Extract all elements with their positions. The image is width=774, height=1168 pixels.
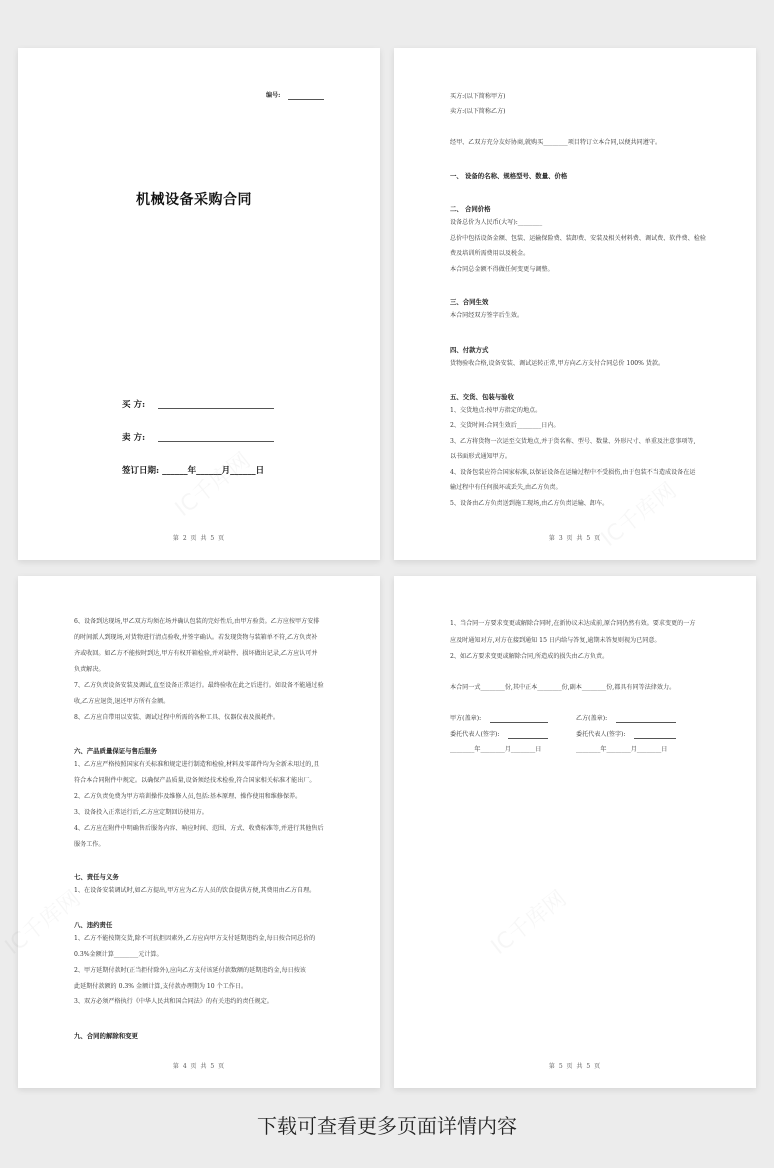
section-heading: 七、责任与义务 [74,873,119,881]
document-page-terms-1 [394,48,756,560]
party-b-representative-line [634,738,676,739]
party-a-seal-label: 甲方(盖章): [450,715,482,722]
paragraph-line: 服务工作。 [74,841,105,848]
paragraph-line: 7、乙方负责设备安装及调试,直至设备正常运行。最终验收在此之后进行。如设备不能通过验 [74,682,324,689]
paragraph-line: 1、乙方应严格按照国家有关标准和规定进行制造和检验,材料及零部件均为全新未用过的,且 [74,761,320,768]
paragraph-line: 2、交货时间:合同生效后________日内。 [450,422,560,429]
paragraph-line: 此延期付款额的 0.3% 金额计算,支付款办理期为 10 个工作日。 [74,983,248,990]
paragraph-line: 8、乙方应自带用以安装、调试过程中所需的各种工具、仪器仪表及损耗件。 [74,714,279,721]
section-heading: 二、 合同价格 [450,205,491,213]
paragraph-line: 本合同经双方签字后生效。 [450,312,524,319]
seller-line [158,441,274,442]
party-a-representative-label: 委托代表人(签字): [450,731,500,738]
paragraph-line: 总价中包括设备金额、包装、运输保险费、装卸费、安装及相关材料费、调试费、软件费、检验 [450,235,706,242]
page-number: 第 4 页 共 5 页 [172,1063,226,1070]
paragraph-line: 1、乙方不能按期交货,除不可抗拒因素外,乙方应向甲方支付延期违约金,每日按合同总价的 [74,935,316,942]
seller-line-text: 卖方:(以下简称乙方) [450,108,506,115]
section-heading: 三、合同生效 [450,298,489,306]
paragraph-line: 以书面形式通知甲方。 [450,453,511,460]
paragraph-line: 5、设备由乙方负责送到施工现场,由乙方负责运输、卸车。 [450,500,609,507]
paragraph-line: 齐或收回。如乙方不能按时到达,甲方有权开箱检验,并对缺件、损坏做出记录,乙方应认可并 [74,650,318,657]
paragraph-line: 负责解决。 [74,666,105,673]
page-number: 第 3 页 共 5 页 [548,535,602,542]
buyer-line-text: 买方:(以下简称甲方) [450,93,506,100]
party-a-representative-line [508,738,548,739]
seller-label: 卖 方: [122,433,146,443]
paragraph-line: 应及时通知对方,对方在接到通知 15 日内给与答复,逾期未答复则视为已同意。 [450,637,661,644]
contract-number-label: 编号: [266,92,281,99]
section-heading: 九、合同的解除和变更 [74,1032,138,1040]
party-a-seal-line [490,722,548,723]
paragraph-line: 输过程中有任何损坏或丢失,由乙方负责。 [450,484,562,491]
paragraph-line: 本合同总金额不得做任何变更与调整。 [450,266,554,273]
section-heading: 六、产品质量保证与售后服务 [74,747,158,755]
paragraph-line: 3、双方必须严格执行《中华人民共和国合同法》的有关违约的责任规定。 [74,998,273,1005]
document-page-terms-2 [18,576,380,1088]
party-a-date: ________年________月________日 [450,746,542,753]
party-b-seal-line [616,722,676,723]
document-page-signatures [394,576,756,1088]
paragraph-line: 符合本合同附件中规定。以确保产品质量,设备须经技术检验,符合国家相关标准才能出厂。 [74,777,316,784]
signing-date: 签订日期: ______年______月______日 [122,466,265,476]
paragraph-line: 货物验收合格,设备安装、调试运转正常,甲方向乙方支付合同总价 100% 货款。 [450,360,665,367]
watermark [168,444,256,523]
intro-paragraph: 经甲、乙双方充分友好协商,就购买________项目特订立本合同,以便共同遵守。 [450,139,662,146]
contract-title: 机械设备采购合同 [136,192,252,208]
paragraph-line: 收,乙方应退货,退还甲方所有金额。 [74,698,170,705]
paragraph-line: 2、如乙方要求变更或解除合同,所造成的损失由乙方负责。 [450,653,609,660]
paragraph-line: 4、乙方应在附件中明确售后服务内容、响应时间、范围、方式、收费标准等,并进行其他售后 [74,825,324,832]
paragraph-line: 1、交货地点:按甲方指定的地点。 [450,407,542,414]
paragraph-line: 4、设备包装应符合国家标准,以保证设备在运输过程中不受损伤,由于包装不当造成设备在运 [450,469,696,476]
watermark [484,882,572,961]
party-b-date: ________年________月________日 [576,746,668,753]
page-number: 第 2 页 共 5 页 [172,535,226,542]
section-heading: 八、违约责任 [74,921,113,929]
section-heading: 五、交货、包装与验收 [450,393,514,401]
paragraph-line: 费及培训所需费用以及税金。 [450,250,530,257]
section-heading: 四、付款方式 [450,346,489,354]
document-page-cover [18,48,380,560]
party-b-seal-label: 乙方(盖章): [576,715,608,722]
paragraph-line: 0.3%金额计算________元计算。 [74,951,163,958]
buyer-label: 买 方: [122,400,146,410]
paragraph-line: 3、设备投入正常运行后,乙方应定期回访使用方。 [74,809,208,816]
paragraph-line: 6、设备到达现场,甲乙双方均须在场并确认包装的完好性后,由甲方验货。乙方应按甲方安排 [74,618,320,625]
paragraph-line: 本合同一式________份,其中正本________份,副本________份,都具有同等法律效力。 [450,684,676,691]
section-heading: 一、 设备的名称、规格型号、数量、价格 [450,172,568,180]
paragraph-line: 的时间派人到现场,对货物进行清点验收,并签字确认。若发现货物与装箱单不符,乙方负责补 [74,634,318,641]
paragraph-line: 1、当合同一方要求变更或解除合同时,在新协议未达成前,原合同仍然有效。要求变更的一方 [450,620,696,627]
paragraph-line: 2、乙方负责免费为甲方培训操作及维修人员,包括:基本原理、操作使用和维修保养。 [74,793,302,800]
paragraph-line: 3、乙方将货物一次运至交货地点,并于货名称、型号、数量、外形尺寸、单重及注意事项等, [450,438,696,445]
paragraph-line: 1、在设备安装调试时,如乙方提出,甲方应为乙方人员的饮食提供方便,其费用由乙方自理。 [74,887,316,894]
contract-number-line [288,99,324,100]
download-caption: 下载可查看更多页面详情内容 [257,1114,517,1138]
paragraph-line: 2、甲方延期付款时(正当拒付除外),应向乙方支付该延付款数额的延期违约金,每日按该 [74,967,306,974]
buyer-line [158,408,274,409]
paragraph-line: 设备总价为人民币(大写):________ [450,219,543,226]
page-number: 第 5 页 共 5 页 [548,1063,602,1070]
party-b-representative-label: 委托代表人(签字): [576,731,626,738]
